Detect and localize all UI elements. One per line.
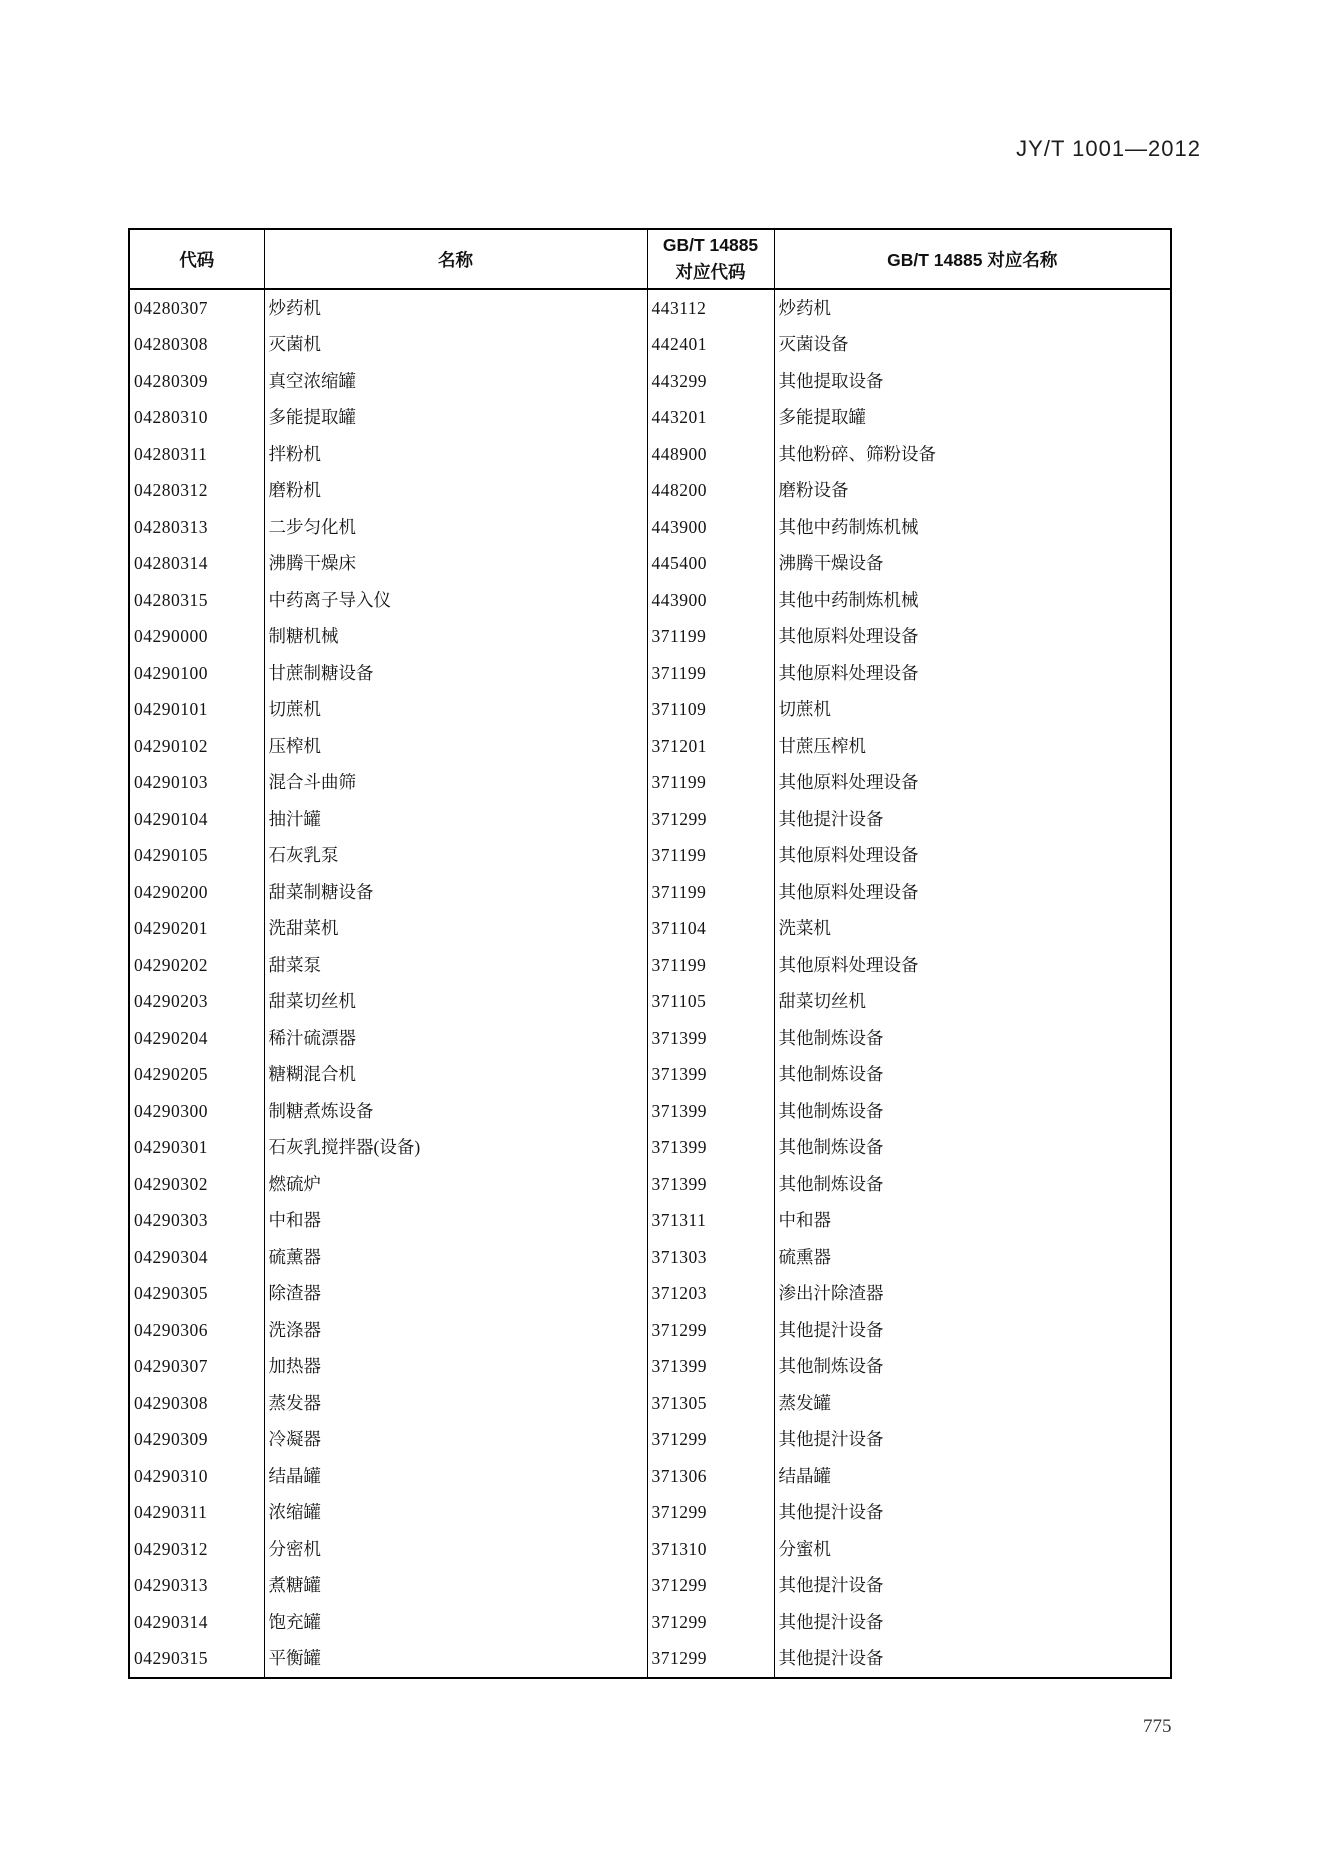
- table-row: [129, 1422, 1171, 1459]
- cell-code: 04290101: [129, 692, 264, 729]
- cell-gb-name: 其他原料处理设备: [774, 765, 1171, 802]
- cell-name: 加热器: [264, 1349, 647, 1386]
- cell-code: 04290204: [129, 1020, 264, 1057]
- cell-name: 炒药机: [264, 289, 647, 327]
- cell-code: 04290105: [129, 838, 264, 875]
- cell-code: 04290305: [129, 1276, 264, 1313]
- cell-gb-name: 其他提汁设备: [774, 801, 1171, 838]
- cell-code: 04290102: [129, 728, 264, 765]
- cell-code: 04280310: [129, 400, 264, 437]
- cell-code: 04290301: [129, 1130, 264, 1167]
- cell-gb-name: 甘蔗压榨机: [774, 728, 1171, 765]
- cell-code: 04290100: [129, 655, 264, 692]
- cell-code: 04290303: [129, 1203, 264, 1240]
- cell-gb-name: 多能提取罐: [774, 400, 1171, 437]
- cell-name: 混合斗曲筛: [264, 765, 647, 802]
- cell-gb-code: 371299: [647, 1568, 774, 1605]
- standard-number: JY/T 1001—2012: [1016, 136, 1201, 161]
- cell-name: 浓缩罐: [264, 1495, 647, 1532]
- cell-code: 04290309: [129, 1422, 264, 1459]
- cell-code: 04290310: [129, 1458, 264, 1495]
- table-row: [129, 911, 1171, 948]
- table-row: [129, 801, 1171, 838]
- cell-name: 甘蔗制糖设备: [264, 655, 647, 692]
- cell-gb-code: 371109: [647, 692, 774, 729]
- cell-gb-code: 371399: [647, 1130, 774, 1167]
- cell-name: 中和器: [264, 1203, 647, 1240]
- cell-name: 饱充罐: [264, 1604, 647, 1641]
- cell-name: 多能提取罐: [264, 400, 647, 437]
- cell-code: 04290300: [129, 1093, 264, 1130]
- code-mapping-table: [128, 228, 1172, 1679]
- header-gb-code: [647, 229, 774, 289]
- cell-code: 04290205: [129, 1057, 264, 1094]
- cell-name: 二步匀化机: [264, 509, 647, 546]
- table-row: [129, 984, 1171, 1021]
- cell-gb-name: 其他中药制炼机械: [774, 509, 1171, 546]
- cell-name: 切蔗机: [264, 692, 647, 729]
- cell-name: 压榨机: [264, 728, 647, 765]
- cell-gb-code: 442401: [647, 327, 774, 364]
- cell-name: 沸腾干燥床: [264, 546, 647, 583]
- cell-gb-name: 沸腾干燥设备: [774, 546, 1171, 583]
- cell-code: 04290314: [129, 1604, 264, 1641]
- cell-name: 拌粉机: [264, 436, 647, 473]
- cell-name: 洗甜菜机: [264, 911, 647, 948]
- table-row: [129, 1276, 1171, 1313]
- cell-gb-name: 蒸发罐: [774, 1385, 1171, 1422]
- header-code: 代码: [129, 229, 264, 289]
- cell-name: 平衡罐: [264, 1641, 647, 1679]
- table-row: [129, 1239, 1171, 1276]
- cell-gb-code: 448900: [647, 436, 774, 473]
- cell-name: 中药离子导入仪: [264, 582, 647, 619]
- table-row: [129, 1458, 1171, 1495]
- cell-gb-name: 渗出汁除渣器: [774, 1276, 1171, 1313]
- cell-gb-name: 其他制炼设备: [774, 1093, 1171, 1130]
- cell-gb-name: 其他原料处理设备: [774, 838, 1171, 875]
- cell-code: 04290313: [129, 1568, 264, 1605]
- cell-gb-name: 其他原料处理设备: [774, 619, 1171, 656]
- cell-name: 制糖机械: [264, 619, 647, 656]
- cell-gb-code: 448200: [647, 473, 774, 510]
- cell-gb-name: 其他制炼设备: [774, 1349, 1171, 1386]
- cell-gb-name: 其他原料处理设备: [774, 947, 1171, 984]
- cell-code: 04290308: [129, 1385, 264, 1422]
- cell-gb-name: 甜菜切丝机: [774, 984, 1171, 1021]
- cell-gb-name: 其他原料处理设备: [774, 874, 1171, 911]
- cell-name: 煮糖罐: [264, 1568, 647, 1605]
- table-row: [129, 473, 1171, 510]
- table-row: [129, 692, 1171, 729]
- cell-gb-code: 371199: [647, 838, 774, 875]
- header-gb-name: GB/T 14885 对应名称: [774, 229, 1171, 289]
- header-name: 名称: [264, 229, 647, 289]
- table-row: [129, 1531, 1171, 1568]
- cell-gb-code: 443201: [647, 400, 774, 437]
- cell-name: 硫薰器: [264, 1239, 647, 1276]
- header-gb-code-line1: GB/T 14885: [662, 235, 759, 255]
- cell-code: 04290306: [129, 1312, 264, 1349]
- cell-name: 蒸发器: [264, 1385, 647, 1422]
- cell-gb-name: 其他制炼设备: [774, 1130, 1171, 1167]
- cell-gb-name: 硫熏器: [774, 1239, 1171, 1276]
- table-row: [129, 436, 1171, 473]
- table-row: [129, 619, 1171, 656]
- table-row: [129, 655, 1171, 692]
- cell-code: 04290103: [129, 765, 264, 802]
- cell-gb-code: 371299: [647, 1604, 774, 1641]
- table-row: [129, 289, 1171, 327]
- cell-name: 结晶罐: [264, 1458, 647, 1495]
- table-header-row: [129, 229, 1171, 289]
- table-row: [129, 1166, 1171, 1203]
- cell-name: 稀汁硫漂器: [264, 1020, 647, 1057]
- cell-gb-name: 其他中药制炼机械: [774, 582, 1171, 619]
- cell-gb-code: 443900: [647, 582, 774, 619]
- cell-gb-code: 371299: [647, 1641, 774, 1679]
- table-row: [129, 874, 1171, 911]
- cell-gb-name: 中和器: [774, 1203, 1171, 1240]
- cell-gb-name: 其他粉碎、筛粉设备: [774, 436, 1171, 473]
- table-row: [129, 1093, 1171, 1130]
- cell-gb-code: 371399: [647, 1057, 774, 1094]
- cell-name: 真空浓缩罐: [264, 363, 647, 400]
- cell-gb-name: 磨粉设备: [774, 473, 1171, 510]
- cell-gb-code: 371199: [647, 619, 774, 656]
- table-row: [129, 1130, 1171, 1167]
- cell-code: 04290104: [129, 801, 264, 838]
- cell-name: 分密机: [264, 1531, 647, 1568]
- cell-gb-name: 洗菜机: [774, 911, 1171, 948]
- cell-gb-code: 371399: [647, 1349, 774, 1386]
- cell-gb-code: 371203: [647, 1276, 774, 1313]
- table-row: [129, 582, 1171, 619]
- cell-name: 制糖煮炼设备: [264, 1093, 647, 1130]
- table-row: [129, 1203, 1171, 1240]
- cell-code: 04290312: [129, 1531, 264, 1568]
- header-gb-code-line2: 对应代码: [675, 262, 746, 282]
- cell-gb-code: 371310: [647, 1531, 774, 1568]
- cell-gb-name: 其他制炼设备: [774, 1057, 1171, 1094]
- cell-gb-code: 371306: [647, 1458, 774, 1495]
- cell-gb-name: 其他提汁设备: [774, 1495, 1171, 1532]
- cell-gb-code: 371303: [647, 1239, 774, 1276]
- cell-code: 04290203: [129, 984, 264, 1021]
- cell-gb-name: 其他制炼设备: [774, 1020, 1171, 1057]
- cell-gb-code: 445400: [647, 546, 774, 583]
- page-number: 775: [1143, 1716, 1172, 1737]
- cell-gb-code: 371299: [647, 1422, 774, 1459]
- cell-code: 04280309: [129, 363, 264, 400]
- cell-gb-code: 371199: [647, 765, 774, 802]
- cell-code: 04290000: [129, 619, 264, 656]
- cell-gb-code: 443900: [647, 509, 774, 546]
- table-row: [129, 400, 1171, 437]
- cell-code: 04280308: [129, 327, 264, 364]
- cell-name: 甜菜制糖设备: [264, 874, 647, 911]
- cell-gb-code: 371105: [647, 984, 774, 1021]
- table-row: [129, 765, 1171, 802]
- cell-code: 04290202: [129, 947, 264, 984]
- cell-code: 04290304: [129, 1239, 264, 1276]
- cell-gb-name: 其他提汁设备: [774, 1422, 1171, 1459]
- cell-code: 04290315: [129, 1641, 264, 1679]
- cell-code: 04280315: [129, 582, 264, 619]
- cell-gb-name: 分蜜机: [774, 1531, 1171, 1568]
- cell-code: 04280307: [129, 289, 264, 327]
- cell-name: 甜菜泵: [264, 947, 647, 984]
- cell-name: 石灰乳搅拌器(设备): [264, 1130, 647, 1167]
- cell-gb-name: 其他提汁设备: [774, 1604, 1171, 1641]
- cell-name: 磨粉机: [264, 473, 647, 510]
- cell-name: 抽汁罐: [264, 801, 647, 838]
- cell-name: 洗涤器: [264, 1312, 647, 1349]
- cell-code: 04290311: [129, 1495, 264, 1532]
- cell-gb-name: 炒药机: [774, 289, 1171, 327]
- cell-gb-code: 371299: [647, 1495, 774, 1532]
- cell-gb-name: 其他提汁设备: [774, 1312, 1171, 1349]
- cell-code: 04280314: [129, 546, 264, 583]
- table-row: [129, 947, 1171, 984]
- cell-name: 燃硫炉: [264, 1166, 647, 1203]
- cell-gb-code: 443112: [647, 289, 774, 327]
- cell-code: 04290307: [129, 1349, 264, 1386]
- cell-gb-code: 443299: [647, 363, 774, 400]
- cell-gb-name: 其他提汁设备: [774, 1641, 1171, 1679]
- table-row: [129, 1349, 1171, 1386]
- cell-gb-code: 371399: [647, 1093, 774, 1130]
- cell-name: 除渣器: [264, 1276, 647, 1313]
- cell-gb-code: 371199: [647, 947, 774, 984]
- cell-name: 甜菜切丝机: [264, 984, 647, 1021]
- cell-gb-name: 其他提汁设备: [774, 1568, 1171, 1605]
- cell-code: 04290200: [129, 874, 264, 911]
- cell-gb-name: 其他原料处理设备: [774, 655, 1171, 692]
- cell-gb-code: 371199: [647, 874, 774, 911]
- table-row: [129, 1604, 1171, 1641]
- table-row: [129, 1385, 1171, 1422]
- table-row: [129, 1057, 1171, 1094]
- cell-code: 04280312: [129, 473, 264, 510]
- table-row: [129, 1495, 1171, 1532]
- cell-gb-code: 371305: [647, 1385, 774, 1422]
- cell-gb-name: 其他提取设备: [774, 363, 1171, 400]
- cell-name: 灭菌机: [264, 327, 647, 364]
- cell-gb-name: 其他制炼设备: [774, 1166, 1171, 1203]
- table-row: [129, 728, 1171, 765]
- cell-code: 04290201: [129, 911, 264, 948]
- cell-gb-name: 切蔗机: [774, 692, 1171, 729]
- cell-gb-name: 结晶罐: [774, 1458, 1171, 1495]
- cell-gb-code: 371299: [647, 1312, 774, 1349]
- table-row: [129, 1641, 1171, 1679]
- cell-gb-code: 371399: [647, 1020, 774, 1057]
- table-row: [129, 838, 1171, 875]
- table-row: [129, 546, 1171, 583]
- table-body: [129, 289, 1171, 1678]
- cell-code: 04280311: [129, 436, 264, 473]
- table-row: [129, 1312, 1171, 1349]
- cell-gb-code: 371399: [647, 1166, 774, 1203]
- cell-gb-code: 371104: [647, 911, 774, 948]
- table-row: [129, 327, 1171, 364]
- cell-code: 04290302: [129, 1166, 264, 1203]
- cell-name: 石灰乳泵: [264, 838, 647, 875]
- cell-gb-code: 371311: [647, 1203, 774, 1240]
- cell-name: 糖糊混合机: [264, 1057, 647, 1094]
- cell-gb-code: 371201: [647, 728, 774, 765]
- table-row: [129, 363, 1171, 400]
- cell-gb-code: 371299: [647, 801, 774, 838]
- table-row: [129, 1020, 1171, 1057]
- cell-gb-name: 灭菌设备: [774, 327, 1171, 364]
- cell-name: 冷凝器: [264, 1422, 647, 1459]
- cell-gb-code: 371199: [647, 655, 774, 692]
- cell-code: 04280313: [129, 509, 264, 546]
- table-row: [129, 1568, 1171, 1605]
- table-row: [129, 509, 1171, 546]
